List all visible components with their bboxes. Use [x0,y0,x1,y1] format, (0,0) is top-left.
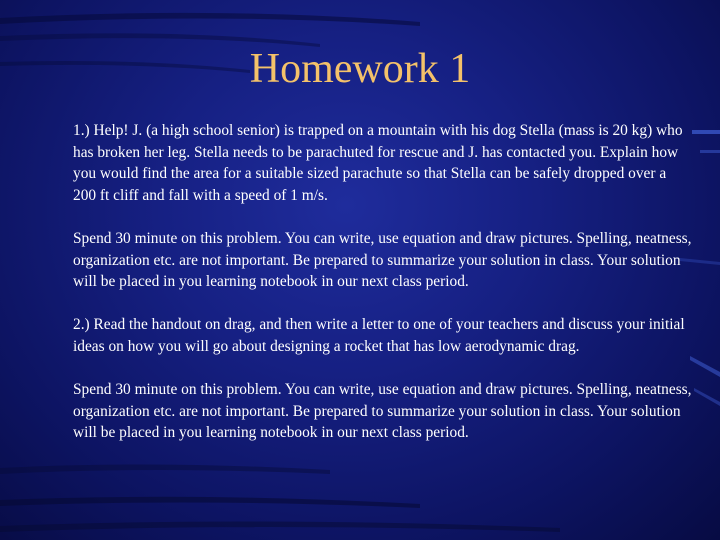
light-streak [692,130,720,134]
streak [0,521,560,532]
instructions-paragraph: Spend 30 minute on this problem. You can write, use equation and draw pictures. Spelling, neatness, organization etc. are not important. Be prepared to summarize your solution in class. Your solution will be placed in you learning notebook in our next class period. [73,381,692,442]
light-streak [694,388,720,406]
instructions-paragraph: Spend 30 minute on this problem. You can write, use equation and draw pictures. Spelling, neatness, organization etc. are not important. Be prepared to summarize your solution in class. Your solution will be placed in you learning notebook in our next class period. [73,229,692,291]
problem-1-paragraph: 1.) Help! J. (a high school senior) is trapped on a mountain with his dog Stella (mass is 20 kg) who has broken her leg. Stella needs to be parachuted for rescue and J. has contacted you. Explain how you would find the area for a suitable sized parachute so that Stella can be safely dropped over a 200 ft cliff and fall with a speed of 1 m/s. [73,122,683,204]
streak [0,497,420,508]
light-streak [690,356,720,377]
streak [0,464,330,474]
slide-body [73,120,693,466]
slide-title: Homework 1 [249,46,471,92]
problem-2-paragraph: 2.) Read the handout on drag, and then write a letter to one of your teachers and discuss your initial ideas on how you will go about designing a rocket that has low aerodynamic drag. [73,316,685,355]
light-streak [700,150,720,153]
streak [0,13,420,26]
